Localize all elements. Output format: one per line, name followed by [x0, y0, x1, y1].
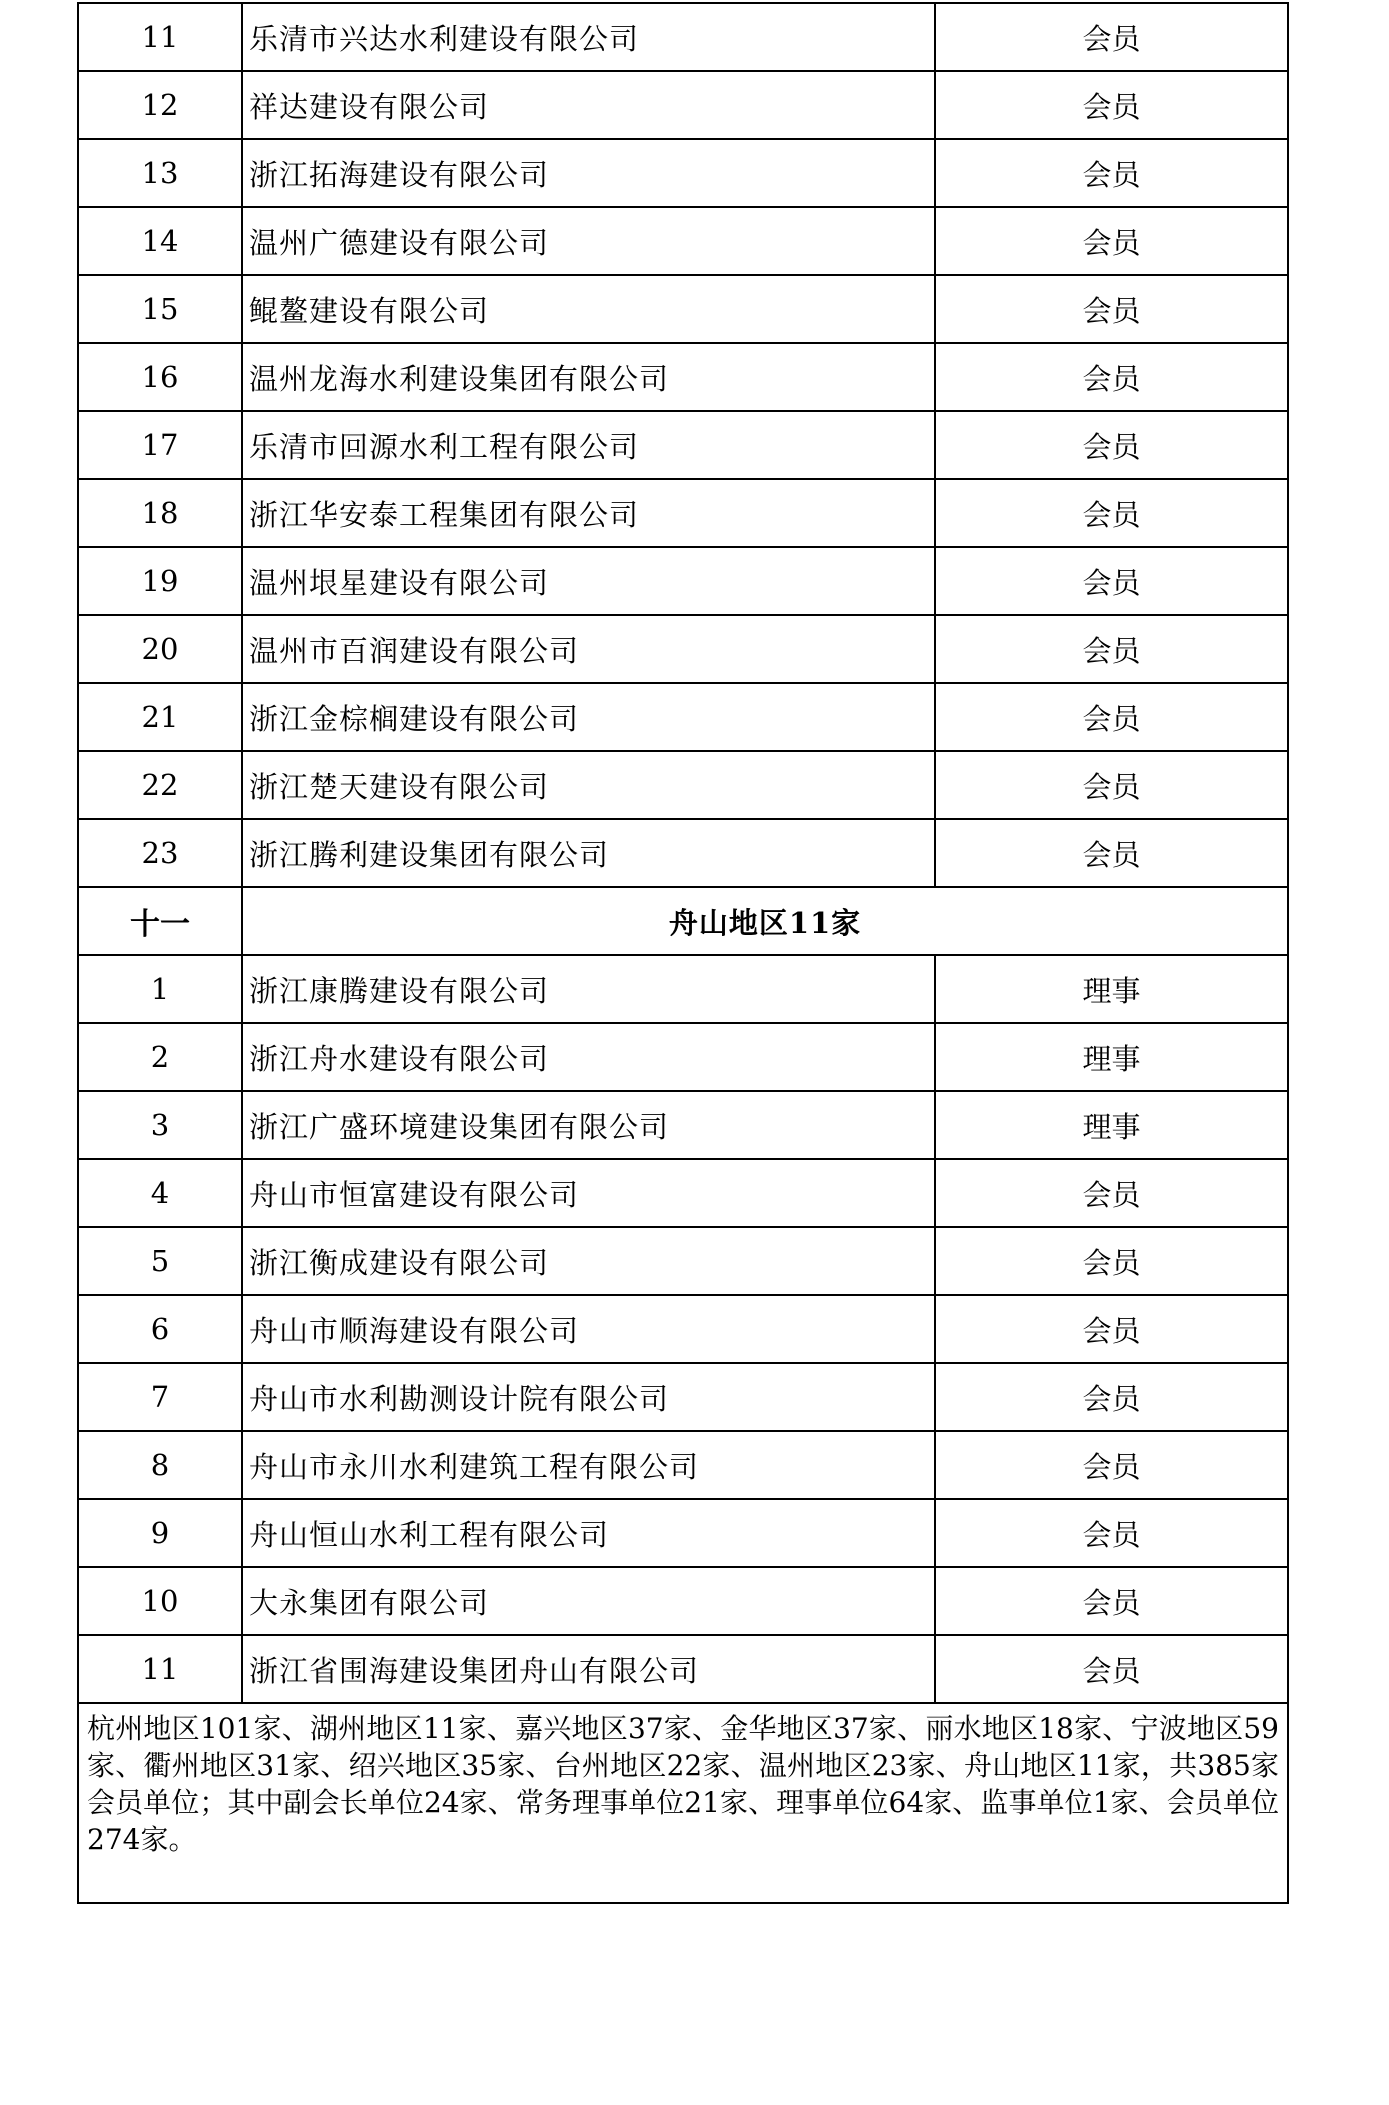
member-role: 会员: [935, 411, 1288, 479]
member-rows-zhoushan: [78, 955, 1288, 1703]
table-row: [78, 411, 1288, 479]
company-name: 舟山恒山水利工程有限公司: [242, 1499, 935, 1567]
company-name: 浙江华安泰工程集团有限公司: [242, 479, 935, 547]
table-row: [78, 1295, 1288, 1363]
member-rows-wenzhou: [78, 3, 1288, 887]
member-role: 会员: [935, 1295, 1288, 1363]
row-number: 12: [78, 71, 242, 139]
row-number: 16: [78, 343, 242, 411]
table-row: [78, 819, 1288, 887]
table-row: [78, 955, 1288, 1023]
row-number: 2: [78, 1023, 242, 1091]
member-role: 会员: [935, 615, 1288, 683]
company-name: 舟山市永川水利建筑工程有限公司: [242, 1431, 935, 1499]
table-row: [78, 1363, 1288, 1431]
row-number: 10: [78, 1567, 242, 1635]
row-number: 21: [78, 683, 242, 751]
company-name: 鲲鳌建设有限公司: [242, 275, 935, 343]
member-role: 会员: [935, 1499, 1288, 1567]
row-number: 22: [78, 751, 242, 819]
row-number: 5: [78, 1227, 242, 1295]
row-number: 9: [78, 1499, 242, 1567]
member-role: 会员: [935, 1227, 1288, 1295]
member-role: 会员: [935, 479, 1288, 547]
company-name: 温州广德建设有限公司: [242, 207, 935, 275]
company-name: 浙江拓海建设有限公司: [242, 139, 935, 207]
row-number: 8: [78, 1431, 242, 1499]
company-name: 浙江舟水建设有限公司: [242, 1023, 935, 1091]
company-name: 温州龙海水利建设集团有限公司: [242, 343, 935, 411]
table-row: [78, 207, 1288, 275]
table-row: [78, 1567, 1288, 1635]
section-header-zhoushan: [78, 887, 1288, 955]
table-row: [78, 71, 1288, 139]
company-name: 浙江金棕榈建设有限公司: [242, 683, 935, 751]
row-number: 23: [78, 819, 242, 887]
company-name: 舟山市水利勘测设计院有限公司: [242, 1363, 935, 1431]
member-role: 会员: [935, 1567, 1288, 1635]
company-name: 浙江楚天建设有限公司: [242, 751, 935, 819]
company-name: 舟山市顺海建设有限公司: [242, 1295, 935, 1363]
row-number: 11: [78, 3, 242, 71]
member-role: 会员: [935, 751, 1288, 819]
table-row: [78, 1227, 1288, 1295]
section-number: 十一: [78, 887, 242, 955]
table-row: [78, 343, 1288, 411]
row-number: 7: [78, 1363, 242, 1431]
member-role: 会员: [935, 547, 1288, 615]
member-table: [77, 2, 1289, 1904]
table-row: [78, 1023, 1288, 1091]
row-number: 11: [78, 1635, 242, 1703]
table-row: [78, 1635, 1288, 1703]
row-number: 20: [78, 615, 242, 683]
row-number: 3: [78, 1091, 242, 1159]
member-role: 会员: [935, 139, 1288, 207]
row-number: 17: [78, 411, 242, 479]
table-row: [78, 1499, 1288, 1567]
company-name: 舟山市恒富建设有限公司: [242, 1159, 935, 1227]
member-role: 理事: [935, 955, 1288, 1023]
table-row: [78, 1159, 1288, 1227]
table-row: [78, 1091, 1288, 1159]
company-name: 浙江腾利建设集团有限公司: [242, 819, 935, 887]
table-row: [78, 615, 1288, 683]
table-row: [78, 479, 1288, 547]
table-row: [78, 751, 1288, 819]
company-name: 浙江广盛环境建设集团有限公司: [242, 1091, 935, 1159]
member-role: 会员: [935, 1159, 1288, 1227]
summary-text: 杭州地区101家、湖州地区11家、嘉兴地区37家、金华地区37家、丽水地区18家、宁波地区59家、衢州地区31家、绍兴地区35家、台州地区22家、温州地区23家、舟山地区11家，共385家会员单位；其中副会长单位24家、常务理事单位21家、理事单位64家、监事单位1家、会员单位274家。: [78, 1703, 1288, 1903]
row-number: 14: [78, 207, 242, 275]
member-role: 会员: [935, 1363, 1288, 1431]
row-number: 15: [78, 275, 242, 343]
table-row: [78, 547, 1288, 615]
company-name: 浙江省围海建设集团舟山有限公司: [242, 1635, 935, 1703]
member-role: 会员: [935, 71, 1288, 139]
row-number: 19: [78, 547, 242, 615]
member-role: 会员: [935, 343, 1288, 411]
summary-row: [78, 1703, 1288, 1903]
member-list-document: [77, 2, 1287, 1904]
member-role: 会员: [935, 3, 1288, 71]
section-title: 舟山地区11家: [242, 887, 1288, 955]
table-row: [78, 139, 1288, 207]
company-name: 温州市百润建设有限公司: [242, 615, 935, 683]
member-role: 理事: [935, 1091, 1288, 1159]
member-role: 会员: [935, 683, 1288, 751]
member-role: 会员: [935, 819, 1288, 887]
row-number: 13: [78, 139, 242, 207]
member-role: 会员: [935, 1431, 1288, 1499]
row-number: 18: [78, 479, 242, 547]
company-name: 浙江康腾建设有限公司: [242, 955, 935, 1023]
company-name: 乐清市兴达水利建设有限公司: [242, 3, 935, 71]
row-number: 4: [78, 1159, 242, 1227]
table-row: [78, 3, 1288, 71]
summary-section: [78, 1703, 1288, 1903]
company-name: 温州垠星建设有限公司: [242, 547, 935, 615]
table-row: [78, 1431, 1288, 1499]
company-name: 祥达建设有限公司: [242, 71, 935, 139]
member-role: 会员: [935, 275, 1288, 343]
table-row: [78, 683, 1288, 751]
row-number: 1: [78, 955, 242, 1023]
member-role: 会员: [935, 207, 1288, 275]
member-role: 理事: [935, 1023, 1288, 1091]
company-name: 大永集团有限公司: [242, 1567, 935, 1635]
section-row: [78, 887, 1288, 955]
member-role: 会员: [935, 1635, 1288, 1703]
row-number: 6: [78, 1295, 242, 1363]
company-name: 浙江衡成建设有限公司: [242, 1227, 935, 1295]
company-name: 乐清市回源水利工程有限公司: [242, 411, 935, 479]
table-row: [78, 275, 1288, 343]
